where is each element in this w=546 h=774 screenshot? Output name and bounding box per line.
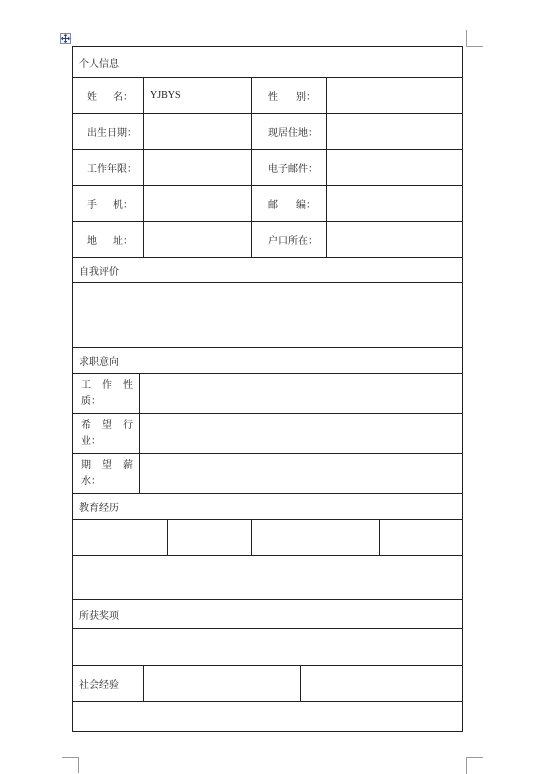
work-years-label: 工作年限： xyxy=(73,150,144,186)
social-content[interactable] xyxy=(73,702,463,732)
job-nature-value[interactable] xyxy=(140,374,463,414)
section-self-evaluation xyxy=(73,258,463,283)
gender-label: 性 别： xyxy=(252,78,327,114)
section-title: 所获奖项 xyxy=(79,610,119,622)
phone-value[interactable] xyxy=(144,186,252,222)
address-value[interactable] xyxy=(144,222,252,258)
section-title: 社会经验 xyxy=(79,680,119,691)
industry-value[interactable] xyxy=(140,414,463,454)
phone-label: 手 机： xyxy=(73,186,144,222)
section-title: 自我评价 xyxy=(79,266,119,278)
gender-value[interactable] xyxy=(327,78,463,114)
education-content[interactable] xyxy=(73,556,463,600)
section-social-experience xyxy=(73,666,144,702)
name-label: 姓 名： xyxy=(73,78,144,114)
education-cell-4[interactable] xyxy=(380,520,463,556)
zip-label: 邮 编： xyxy=(252,186,327,222)
resume-table xyxy=(72,46,463,732)
social-cell-2[interactable] xyxy=(301,666,463,702)
job-nature-label: 工 作 性 质： xyxy=(73,374,140,414)
crop-mark-top-right xyxy=(466,30,483,47)
awards-content[interactable] xyxy=(73,629,463,666)
education-cell-2[interactable] xyxy=(168,520,252,556)
zip-value[interactable] xyxy=(327,186,463,222)
crop-mark-bottom-right xyxy=(466,757,483,774)
table-move-handle-icon[interactable] xyxy=(60,33,71,44)
salary-value[interactable] xyxy=(140,454,463,494)
section-title: 求职意向 xyxy=(79,357,119,368)
residence-value[interactable] xyxy=(327,114,463,150)
section-education xyxy=(73,494,463,520)
work-years-value[interactable] xyxy=(144,150,252,186)
email-value[interactable] xyxy=(327,150,463,186)
section-job-intention xyxy=(73,348,463,374)
section-personal-info xyxy=(73,47,463,78)
education-cell-1[interactable] xyxy=(73,520,168,556)
birth-value[interactable] xyxy=(144,114,252,150)
crop-mark-bottom-left xyxy=(62,757,79,773)
section-awards xyxy=(73,600,463,629)
email-label: 电子邮件： xyxy=(252,150,327,186)
section-title: 教育经历 xyxy=(79,503,119,514)
residence-label: 现居住地： xyxy=(252,114,327,150)
name-value[interactable]: YJBYS xyxy=(144,78,252,114)
hukou-value[interactable] xyxy=(327,222,463,258)
self-evaluation-content[interactable] xyxy=(73,283,463,348)
salary-label: 期 望 薪 水： xyxy=(73,454,140,494)
birth-label: 出生日期： xyxy=(73,114,144,150)
education-cell-3[interactable] xyxy=(252,520,380,556)
address-label: 地 址： xyxy=(73,222,144,258)
social-cell-1[interactable] xyxy=(144,666,301,702)
industry-label: 希 望 行 业： xyxy=(73,414,140,454)
crop-mark-bottom-left-h xyxy=(62,757,78,758)
hukou-label: 户口所在： xyxy=(252,222,327,258)
section-title: 个人信息 xyxy=(79,58,119,70)
